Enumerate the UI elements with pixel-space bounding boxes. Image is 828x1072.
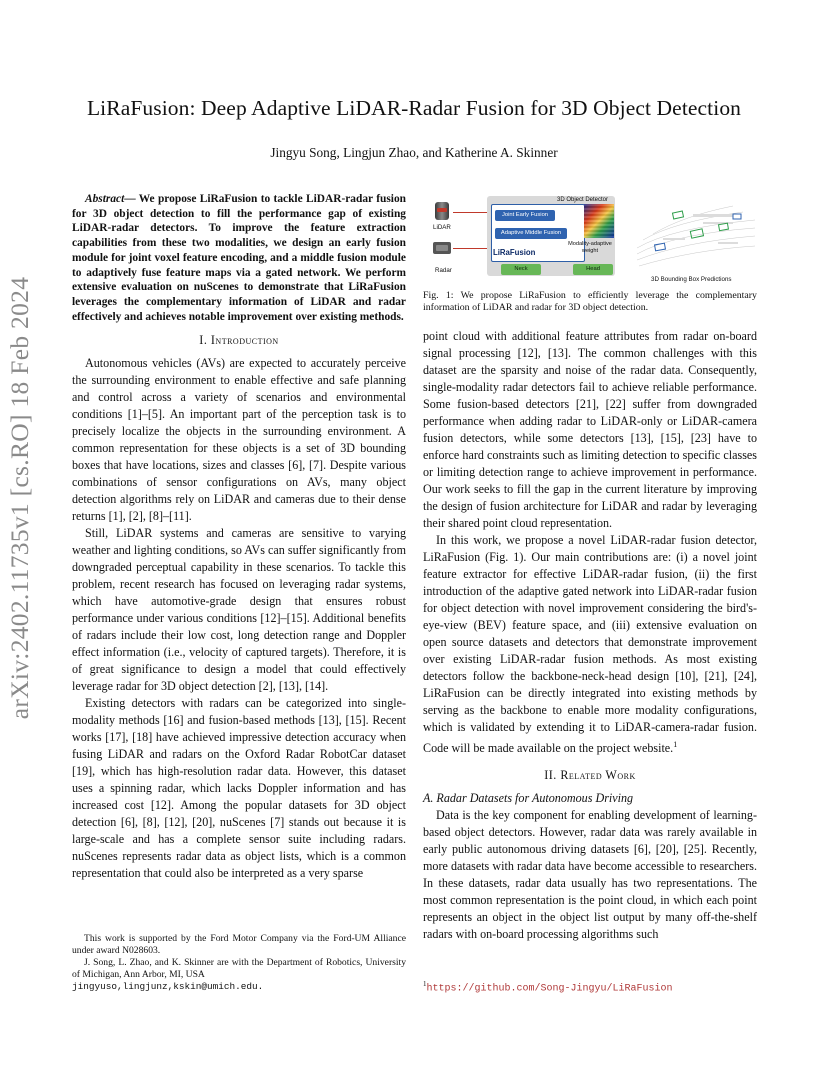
radar-label: Radar	[435, 267, 452, 274]
footnote-number: 1	[423, 980, 427, 988]
section-title: Related Work	[560, 768, 636, 783]
section-heading-intro	[72, 332, 406, 349]
body-paragraph: point cloud with additional feature attributes from radar on-board signal processing [12], [13]. The common challenges with this dataset are the sparsity and noise of the radar data. Consequently, single-modality radar detectors fail to achieve reliable performance. Some fusion-based detectors [21], [22] suffer from downgraded performance when adding radar to LiDAR-only or LiDAR-camera fusion detectors, while some detectors [13], [15], [23] have to enforce hard constraints such as limiting detection to specific classes or limiting detection range to achieve improvement in performance. Our work seeks to fill the gap in the current literature by improving the design of fusion architecture for LiDAR and radar by leveraging their shared point cloud representation.	[423, 329, 757, 530]
abstract	[72, 192, 406, 324]
contribution-text: In this work, we propose a novel LiDAR-radar fusion detector, LiRaFusion (Fig. 1). Our main contributions are: (i) a novel joint feature extractor for effective LiDAR-radar fusion, (ii) the first introduction of the adaptive gated network into LiDAR-radar fusion for object detection with novel improvement considering the bird's-eye-view (BEV) feature space, and (iii) extensive evaluation on open source datasets and detectors that demonstrate improvement over existing LiDAR-radar fusion methods. As most existing detectors follow the backbone-neck-head design [10], [21], [24], LiRaFusion can be directly integrated into existing methods by serving as the backbone to enable more modality configurations, which is validated by extending it to LiDAR-camera-radar fusion. Code will be made available on the project website.	[423, 533, 757, 756]
intro-paragraph: Still, LiDAR systems and cameras are sensitive to varying weather and lighting conditions, so AVs can suffer significantly from downgraded perceptual capability in these scenarios. To tackle this problem, recent research has focused on leveraging radar systems, which have automotive-grade design that ensures robust performance under various conditions [12]–[15]. Additional benefits of radars include their low cost, long detection range and Doppler effect information (i.e., velocity of captured targets). Therefore, it is of great significance to design a model that could effectively leverage radar for 3D object detection [2], [13], [14].	[72, 526, 406, 694]
section-number: I.	[199, 333, 208, 348]
funding-note: This work is supported by the Ford Motor Company via the Ford-UM Alliance under award N028603.	[72, 933, 406, 956]
lidar-label: LiDAR	[433, 224, 451, 231]
intro-paragraph: Existing detectors with radars can be categorized into single-modality methods [16] and fusion-based methods [13], [15]. Recent works [17], [18] have achieved impressive detection accuracy when fusing LiDAR and radars on the Oxford Radar RobotCar dataset [19], which has high-resolution radar data. However, this dataset uses a spinning radar, which lacks Doppler information and has increased cost [12]. Among the popular datasets for 3D object detection [6], [8], [12], [20], nuScenes [7] stands out because it is large-scale and has a complete sensor suite including radars. nuScenes represents radar data as object lists, which is a common representation that could also be interpreted as a very sparse	[72, 696, 406, 881]
arxiv-stamp: arXiv:2402.11735v1 [cs.RO] 18 Feb 2024	[5, 276, 34, 720]
abstract-label: Abstract	[85, 193, 125, 205]
figure-1	[423, 190, 759, 286]
section-number: II.	[544, 768, 557, 783]
body-paragraph: Data is the key component for enabling development of learning-based object detectors. However, radar data was rarely available in early public autonomous driving datasets [6], [20], [25]. Recently, more datasets with radar data have become accessible to researchers. In these datasets, radar data usually has two representations. The most common representation is the point cloud, in which each point represents an object in the object list output by many off-the-shelf radars with on-board processing algorithms such	[423, 808, 757, 942]
left-column	[72, 192, 406, 882]
detector-label: 3D Object Detector	[557, 197, 609, 203]
paper-title: LiRaFusion: Deep Adaptive LiDAR-Radar Fusion for 3D Object Detection	[86, 96, 742, 120]
lidar-arrow	[453, 212, 487, 213]
radar-arrow	[453, 248, 487, 249]
section-title: Introduction	[210, 333, 279, 348]
section-heading-related	[423, 767, 757, 784]
github-link[interactable]: https://github.com/Song-Jingyu/LiRaFusion	[426, 983, 673, 995]
lidar-sensor-icon	[435, 202, 449, 220]
predictions-label: 3D Bounding Box Predictions	[651, 276, 732, 283]
radar-sensor-icon	[433, 242, 451, 254]
prediction-scene-image	[633, 194, 759, 274]
figure-caption: Fig. 1: We propose LiRaFusion to efficiently leverage the complementary information of LiDAR and radar for 3D object detection.	[423, 290, 757, 314]
lirafusion-label: LiRaFusion	[493, 248, 536, 257]
adaptive-middle-fusion-block: Adaptive Middle Fusion	[495, 228, 567, 239]
affiliation-note: J. Song, L. Zhao, and K. Skinner are with the Department of Robotics, University of Michigan, Ann Arbor, MI, USA	[72, 957, 406, 980]
body-paragraph	[423, 532, 757, 757]
head-block: Head	[573, 264, 613, 275]
right-footnote	[423, 980, 757, 994]
footnote-mark: 1	[673, 740, 678, 749]
subsection-heading: A. Radar Datasets for Autonomous Driving	[423, 791, 634, 806]
joint-early-fusion-block: Joint Early Fusion	[495, 210, 555, 221]
intro-paragraph: Autonomous vehicles (AVs) are expected to accurately perceive the surrounding environment to enable effective and safe planning and control across a variety of scenarios and environmental conditions [1]–[5]. An important part of the perception task is to precisely localize the objects in the surrounding environment. A common representation for these objects is a set of 3D bounding boxes that have locations, sizes and classes [6], [7]. Despite various combinations of sensor configurations on AVs, many object detection algorithms rely on LiDAR and cameras due to their dense returns [1], [2], [8]–[11].	[72, 356, 406, 524]
heatmap-overlay	[584, 204, 614, 238]
neck-block: Neck	[501, 264, 541, 275]
modality-weight-label: Modality-adaptive weight	[568, 241, 612, 254]
right-column	[423, 328, 757, 943]
paper-authors: Jingyu Song, Lingjun Zhao, and Katherine A. Skinner	[270, 145, 558, 160]
abstract-text: — We propose LiRaFusion to tackle LiDAR-radar fusion for 3D object detection to fill the performance gap of existing LiDAR-radar detectors. To improve the feature extraction capabilities from these two modalities, we design an early fusion module for joint voxel feature encoding, and a middle fusion module to adaptively fuse feature maps via a gated network. We perform extensive evaluation on nuScenes to demonstrate that LiRaFusion leverages the complementary information of LiDAR and radar effectively and achieves notable improvement over existing methods.	[72, 193, 406, 323]
author-emails: jingyuso,lingjunz,kskin@umich.edu.	[72, 981, 264, 992]
left-footnotes	[72, 933, 406, 993]
